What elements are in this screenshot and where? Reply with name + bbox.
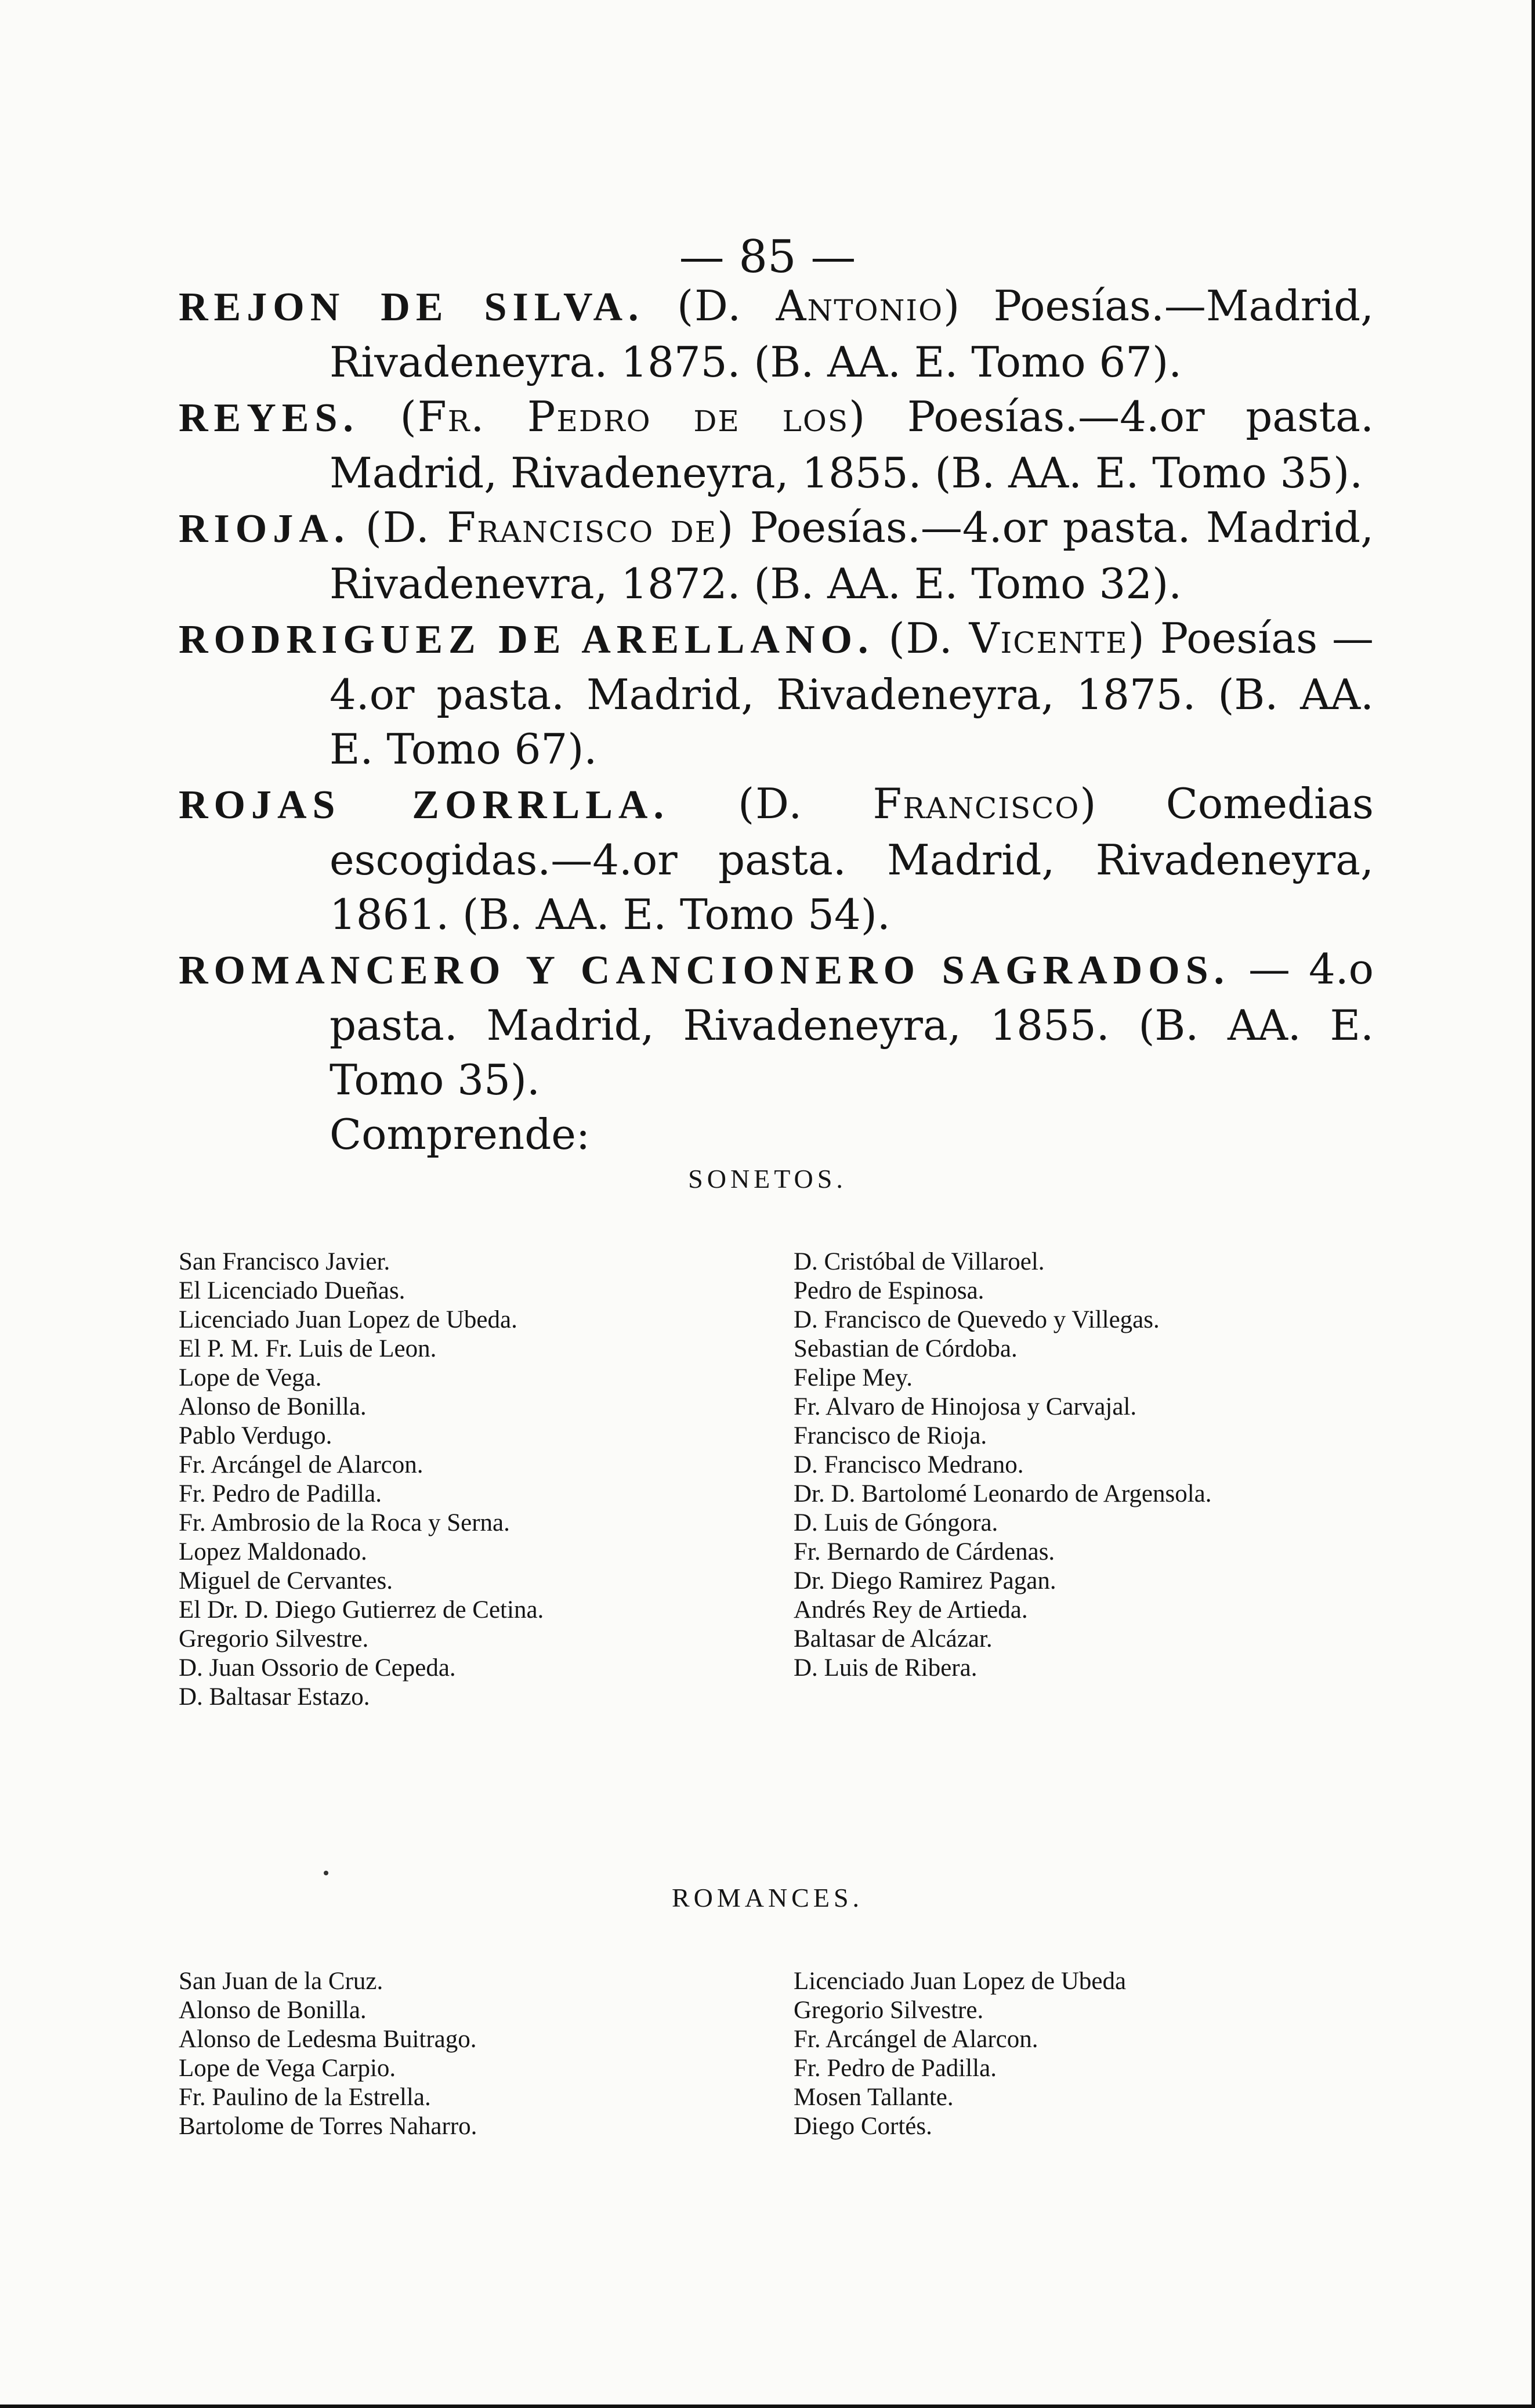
- entry-heading: ROJAS ZORRLLA.: [179, 783, 669, 827]
- list-item: Baltasar de Alcázar.: [794, 1625, 993, 1653]
- list-item: El P. M. Fr. Luis de Leon.: [179, 1335, 437, 1362]
- entry-heading: RODRIGUEZ DE ARELLANO.: [179, 617, 874, 662]
- list-item: Fr. Ambrosio de la Roca y Serna.: [179, 1509, 510, 1536]
- list-item: Pedro de Espinosa.: [794, 1277, 984, 1304]
- list-item: Fr. Arcángel de Alarcon.: [179, 1451, 423, 1478]
- list-item: Lope de Vega.: [179, 1364, 322, 1391]
- list-item: D. Francisco Medrano.: [794, 1451, 1024, 1478]
- entry-details: Poesías.—Madrid, Rivadeneyra. 1875. (B. AA. E. Tomo 67).: [330, 281, 1374, 386]
- entry-romancero: [179, 942, 1374, 1107]
- list-item: Alonso de Ledesma Buitrago.: [179, 2026, 477, 2053]
- romances-right-column: [794, 1967, 1374, 2141]
- romances-left-column: [179, 1967, 759, 2141]
- entry-heading: REYES.: [179, 396, 359, 440]
- list-item: D. Francisco de Quevedo y Villegas.: [794, 1306, 1160, 1333]
- list-item: Andrés Rey de Artieda.: [794, 1596, 1028, 1624]
- entry-author-name: (D. Francisco de): [365, 503, 735, 552]
- list-item: Dr. D. Bartolomé Leonardo de Argensola.: [794, 1480, 1212, 1507]
- list-item: Fr. Paulino de la Estrella.: [179, 2084, 431, 2111]
- list-item: D. Baltasar Estazo.: [179, 1683, 370, 1711]
- list-item: Alonso de Bonilla.: [179, 1997, 367, 2024]
- list-item: Diego Cortés.: [794, 2113, 932, 2140]
- list-item: Mosen Tallante.: [794, 2084, 954, 2111]
- list-item: El Dr. D. Diego Gutierrez de Cetina.: [179, 1596, 544, 1624]
- list-item: Francisco de Rioja.: [794, 1422, 987, 1449]
- entry-details: Poesías —4.or pasta. Madrid, Rivadeneyra, 1875. (B. AA. E. Tomo 67).: [330, 614, 1374, 773]
- entry-rejon-de-silva: [179, 279, 1374, 389]
- list-item: Licenciado Juan Lopez de Ubeda.: [179, 1306, 517, 1333]
- entry-rodriguez-de-arellano: [179, 611, 1374, 776]
- list-item: Felipe Mey.: [794, 1364, 913, 1391]
- list-item: Fr. Bernardo de Cárdenas.: [794, 1538, 1055, 1565]
- sonetos-left-column: [179, 1248, 759, 1712]
- list-item: Lope de Vega Carpio.: [179, 2055, 396, 2082]
- list-item: D. Juan Ossorio de Cepeda.: [179, 1654, 456, 1682]
- entry-heading: ROMANCERO Y CANCIONERO SAGRADOS.: [179, 948, 1230, 993]
- sonetos-columns: [179, 1248, 1374, 1712]
- comprende-label: Comprende:: [330, 1110, 591, 1159]
- list-item: Lopez Maldonado.: [179, 1538, 367, 1565]
- list-item: Miguel de Cervantes.: [179, 1567, 393, 1595]
- entry-author-name: (D. Antonio): [676, 281, 961, 330]
- stray-ink-dot: [324, 1871, 328, 1875]
- list-item: San Juan de la Cruz.: [179, 1968, 383, 1995]
- list-item: Gregorio Silvestre.: [794, 1997, 984, 2024]
- entry-heading: REJON DE SILVA.: [179, 285, 645, 330]
- entry-details: — 4.o pasta. Madrid, Rivadeneyra, 1855. (B. AA. E. Tomo 35).: [330, 945, 1374, 1104]
- list-item: Pablo Verdugo.: [179, 1422, 332, 1449]
- entry-author-name: (D. Vicente): [888, 614, 1146, 663]
- entry-author-name: (D. Francisco): [738, 779, 1098, 828]
- entry-author-name: (Fr. Pedro de los): [400, 392, 867, 441]
- list-item: Licenciado Juan Lopez de Ubeda: [794, 1968, 1127, 1995]
- page-number: — 85 —: [679, 231, 856, 283]
- list-item: San Francisco Javier.: [179, 1248, 390, 1275]
- entry-details: Poesías.—4.or pasta. Madrid, Rivadenevra, 1872. (B. AA. E. Tomo 32).: [330, 503, 1374, 608]
- list-item: Gregorio Silvestre.: [179, 1625, 369, 1653]
- entry-rioja: [179, 500, 1374, 611]
- list-item: Sebastian de Córdoba.: [794, 1335, 1018, 1362]
- sonetos-right-column: [794, 1248, 1374, 1712]
- romances-title: ROMANCES.: [671, 1883, 864, 1912]
- romances-columns: [179, 1967, 1374, 2141]
- list-item: Fr. Pedro de Padilla.: [179, 1480, 382, 1507]
- entry-rojas-zorrilla: [179, 776, 1374, 942]
- entry-details: Poesías.—4.or pasta. Madrid, Rivadeneyra, 1855. (B. AA. E. Tomo 35).: [330, 392, 1374, 497]
- list-item: D. Luis de Ribera.: [794, 1654, 978, 1682]
- list-item: Alonso de Bonilla.: [179, 1393, 367, 1420]
- list-item: Fr. Pedro de Padilla.: [794, 2055, 997, 2082]
- entry-heading: RIOJA.: [179, 507, 350, 551]
- list-item: D. Cristóbal de Villaroel.: [794, 1248, 1045, 1275]
- list-item: Fr. Alvaro de Hinojosa y Carvajal.: [794, 1393, 1137, 1420]
- list-item: Dr. Diego Ramirez Pagan.: [794, 1567, 1056, 1595]
- list-item: Fr. Arcángel de Alarcon.: [794, 2026, 1038, 2053]
- list-item: Bartolome de Torres Naharro.: [179, 2113, 477, 2140]
- sonetos-title: SONETOS.: [688, 1164, 847, 1194]
- list-item: D. Luis de Góngora.: [794, 1509, 998, 1536]
- entry-reyes: [179, 389, 1374, 500]
- entry-details: Comedias escogidas.—4.or pasta. Madrid, Rivadeneyra, 1861. (B. AA. E. Tomo 54).: [330, 779, 1374, 939]
- bibliography-entries: [179, 279, 1374, 1162]
- list-item: El Licenciado Dueñas.: [179, 1277, 406, 1304]
